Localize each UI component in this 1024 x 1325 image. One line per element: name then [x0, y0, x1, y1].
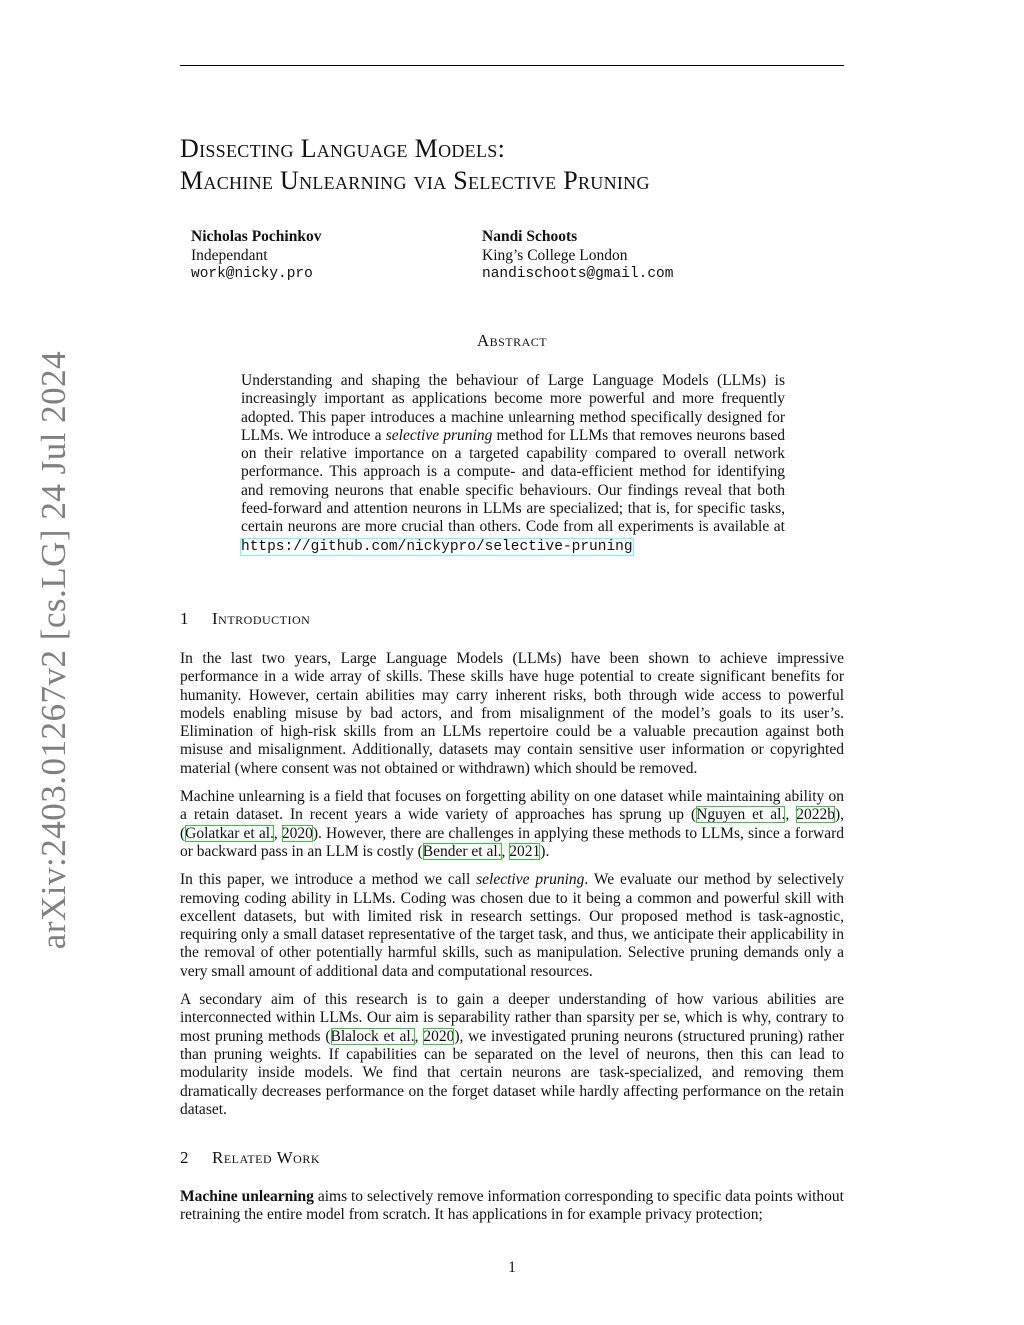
- intro-p4-text-a: A secondary aim of this research is to gain a deeper understanding of how various abilities are interconnected within LLMs. Our aim is separability rather than sparsity per se, which is why, contrary to most pruning methods (: [180, 991, 844, 1045]
- paper-title: [180, 133, 860, 197]
- intro-p3-text-a: In this paper, we introduce a method we call: [180, 871, 477, 889]
- citation-blalock-authors[interactable]: Blalock et al.: [330, 1027, 415, 1045]
- intro-paragraph-1: In the last two years, Large Language Models (LLMs) have been shown to achieve impressive performance in a wide array of skills. These skills have huge potential to create significant benefits for humanity. However, certain abilities may carry inherent risks, both through wide access to powerful models enabling misuse by bad actors, and from misalignment of the model’s goals to its user’s. Elimination of high-risk skills from an LLMs repertoire could be a valuable precaution against both misuse and misalignment. Additionally, datasets may contain sensitive user information or copyrighted material (where consent was not obtained or withdrawn) which should be removed.: [180, 650, 844, 777]
- abstract-text-2: method for LLMs that removes neurons based on their relative importance on a targeted capability compared to overall network performance. This approach is a compute- and data-efficient method for identifying and removing neurons that enable specific behaviours. Our findings reveal that both feed-forward and attention neurons in LLMs are specialized; that is, for specific tasks, certain neurons are more crucial than others. Code from all experiments is available at: [241, 426, 786, 536]
- citation-blalock-year[interactable]: 2020: [423, 1027, 455, 1045]
- intro-p2-text-c: ). However, there are challenges in applying these methods to LLMs, since a forward or backward pass in an LLM is costly (: [180, 824, 844, 860]
- citation-bender-year[interactable]: 2021: [509, 842, 541, 860]
- intro-paragraph-4: [180, 991, 844, 1119]
- author-1-email[interactable]: work@nicky.pro: [191, 266, 313, 282]
- related-work-body: [180, 1188, 844, 1235]
- author-2: [482, 227, 673, 284]
- intro-paragraph-3: [180, 871, 844, 981]
- section-2-title: Related Work: [212, 1148, 320, 1167]
- section-1-number: 1: [180, 609, 189, 628]
- introduction-body: [180, 650, 844, 1129]
- intro-p4-text-b: ), we investigated pruning neurons (structured pruning) rather than pruning weights. If capabilities can be separated on the level of neurons, then this can lead to modularity inside models. We find that certain neurons are task-specialized, and removing them dramatically decreases performance on the forget dataset while hardly affecting performance on the retain dataset.: [180, 1027, 844, 1118]
- related-bold-term: Machine unlearning: [180, 1188, 314, 1205]
- intro-p4-sep: ,: [414, 1027, 424, 1045]
- intro-p2-sep-1: ,: [785, 806, 797, 824]
- author-2-email[interactable]: nandischoots@gmail.com: [482, 266, 674, 282]
- intro-p2-text-d: ).: [540, 842, 550, 860]
- abstract-text-1: Understanding and shaping the behaviour of Large Language Models (LLMs) is increasingly important as applications become more powerful and more frequently adopted. This paper introduces a machine unlearning method specifically designed for LLMs. We introduce a: [241, 372, 785, 444]
- title-line-1: Dissecting Language Models:: [180, 134, 506, 163]
- citation-bender-authors[interactable]: Bender et al.: [422, 842, 502, 860]
- section-1-heading: [180, 609, 310, 629]
- abstract-body: [241, 372, 785, 556]
- author-2-name: Nandi Schoots: [482, 228, 578, 245]
- intro-p2-sep-3: ,: [501, 842, 510, 860]
- title-line-2: Machine Unlearning via Selective Pruning: [180, 166, 650, 195]
- top-rule: [180, 65, 844, 66]
- related-paragraph-1: [180, 1188, 844, 1225]
- author-2-affiliation: King’s College London: [482, 247, 628, 264]
- section-2-number: 2: [180, 1148, 189, 1167]
- related-p1-text: aims to selectively remove information corresponding to specific data points without retraining the entire model from scratch. It has applications in for example privacy protection;: [180, 1188, 844, 1224]
- author-1-name: Nicholas Pochinkov: [191, 228, 322, 245]
- intro-paragraph-2: [180, 788, 844, 861]
- intro-p3-emphasis: selective pruning: [476, 871, 585, 889]
- abstract-heading: Abstract: [476, 331, 548, 350]
- code-repo-link[interactable]: https://github.com/nickypro/selective-pruning: [241, 538, 633, 555]
- intro-p3-text-b: . We evaluate our method by selectively removing coding ability in LLMs. Coding was chosen due to it being a common and powerful skill with excellent datasets, but with limited risk in research settings. Our proposed method is task-agnostic, requiring only a small dataset representative of the target task, and thus, we anticipate their applicability in the removal of other potentially harmful skills, such as manipulation. Selective pruning demands only a very small amount of additional data and computational resources.: [180, 871, 844, 980]
- intro-p2-text-b: ), (: [180, 806, 844, 842]
- section-2-heading: [180, 1148, 320, 1168]
- citation-nguyen-authors[interactable]: Nguyen et al.: [696, 806, 786, 824]
- section-1-title: Introduction: [212, 609, 311, 628]
- page-number: 1: [508, 1259, 516, 1276]
- citation-nguyen-year[interactable]: 2022b: [796, 806, 835, 824]
- citation-golatkar-authors[interactable]: Golatkar et al.: [185, 824, 274, 842]
- author-1-affiliation: Independant: [191, 247, 268, 264]
- intro-p2-text-a: Machine unlearning is a field that focuses on forgetting ability on one dataset while maintaining ability on a retain dataset. In recent years a wide variety of approaches has sprung up (: [180, 788, 844, 824]
- author-1: [191, 227, 321, 284]
- abstract-emphasis: selective pruning: [385, 426, 493, 444]
- arxiv-identifier: arXiv:2403.01267v2 [cs.LG] 24 Jul 2024: [34, 350, 73, 950]
- citation-golatkar-year[interactable]: 2020: [281, 824, 313, 842]
- intro-p2-sep-2: ,: [273, 824, 282, 842]
